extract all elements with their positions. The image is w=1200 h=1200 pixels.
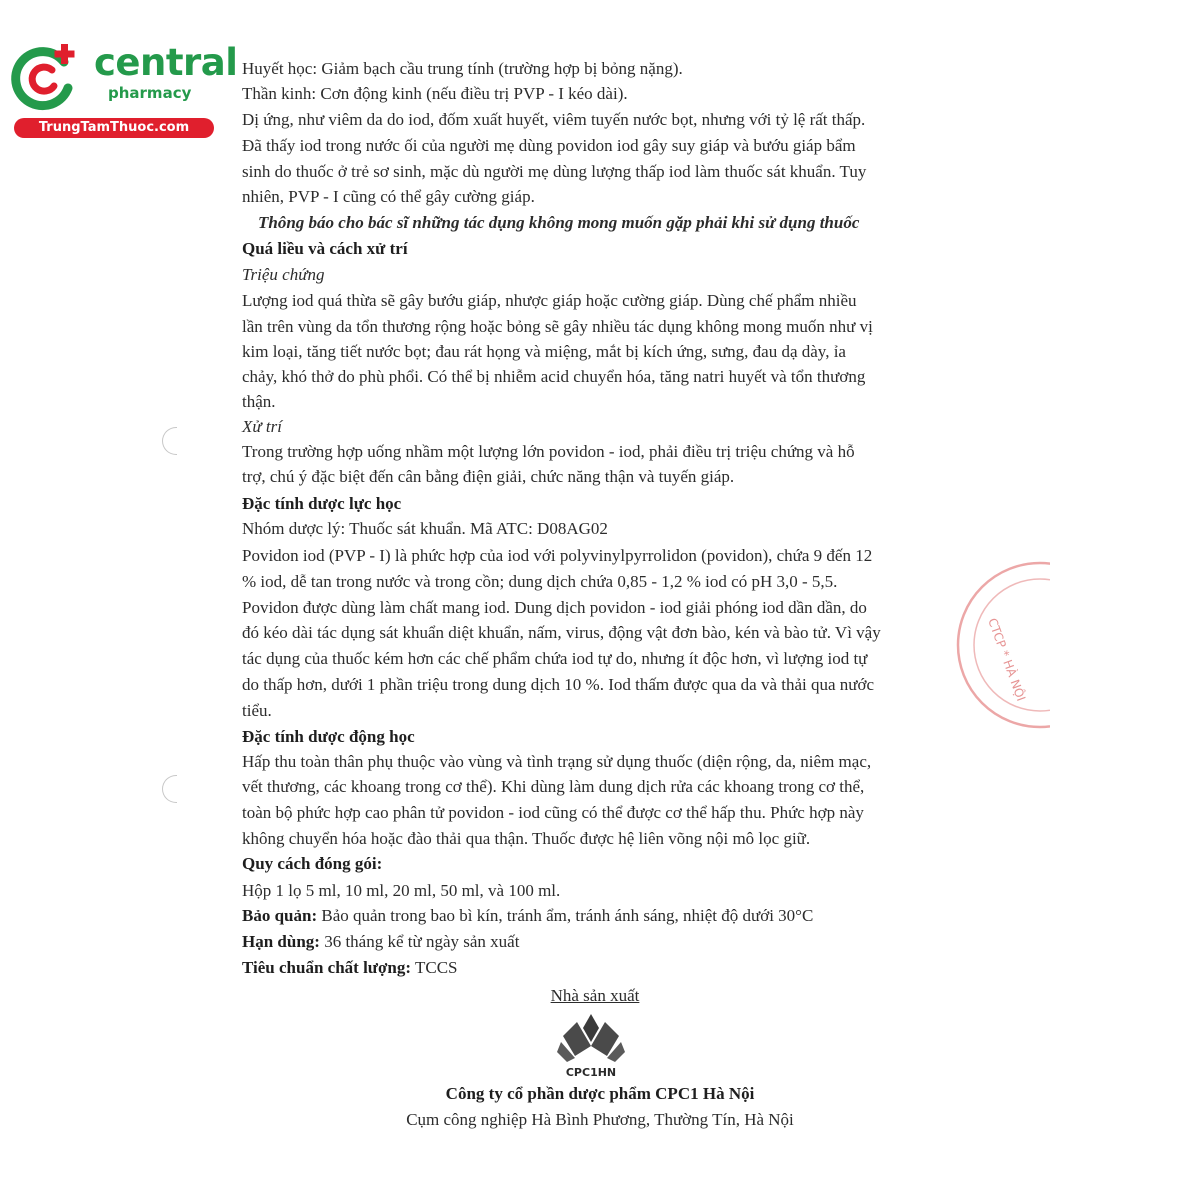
storage-row (242, 905, 813, 927)
symptoms-line: chảy, khó thở do phù phổi. Có thể bị nhiễm acid chuyển hóa, tăng natri huyết và tổn thương (242, 367, 866, 386)
quality-label: Tiêu chuẩn chất lượng: (242, 958, 412, 977)
pharmacokinetics-line: vết thương, các khoang trong cơ thể). Khi dùng làm dung dịch rửa các khoang trong cơ thể, (242, 777, 865, 796)
storage-text: Bảo quản trong bao bì kín, tránh ẩm, tránh ánh sáng, nhiệt độ dưới 30°C (317, 906, 814, 925)
adverse-notice: Thông báo cho bác sĩ những tác dụng không mong muốn gặp phải khi sử dụng thuốc (258, 213, 860, 232)
manufacturer-address: Cụm công nghiệp Hà Bình Phương, Thường Tín, Hà Nội (406, 1110, 794, 1129)
cpc1hn-logo-text: CPC1HN (565, 1066, 617, 1079)
pharmacokinetics-line: Hấp thu toàn thân phụ thuộc vào vùng và tình trạng sử dụng thuốc (diện rộng, da, niêm mạc, (242, 752, 872, 771)
adverse-paragraph-line: Đã thấy iod trong nước ối của người mẹ dùng povidon iod gây suy giáp và bướu giáp bẩm (242, 136, 856, 155)
pharmacodynamics-line: tiểu. (242, 701, 272, 720)
adverse-paragraph-line: sinh do thuốc ở trẻ sơ sinh, mặc dù người mẹ dùng lượng thấp iod làm thuốc sát khuẩn. Tuy (242, 162, 867, 181)
company-stamp-icon (930, 560, 1050, 730)
treatment-label: Xử trí (242, 417, 282, 436)
manufacturer-label: Nhà sản xuất (550, 986, 640, 1005)
brand-website-link[interactable]: TrungTamThuoc.com (14, 118, 214, 138)
adverse-allergy: Dị ứng, như viêm da do iod, đốm xuất huyết, viêm tuyến nước bọt, nhưng với tỷ lệ rất thấp. (242, 110, 866, 129)
manufacturer-company: Công ty cổ phần dược phẩm CPC1 Hà Nội (445, 1084, 755, 1103)
pharmacodynamics-heading: Đặc tính dược lực học (242, 494, 402, 513)
pharmacodynamics-line: Povidon iod (PVP - I) là phức hợp của iod với polyvinylpyrrolidon (povidon), chứa 9 đến 12 (242, 546, 873, 565)
pharmacodynamics-line: đó kéo dài tác dụng sát khuẩn diệt khuẩn, nấm, virus, động vật đơn bào, kén và bào tử. Vì vậy (242, 623, 881, 642)
cpc1hn-logo-icon (555, 1012, 627, 1080)
overdose-heading: Quá liều và cách xử trí (242, 239, 408, 258)
treatment-line: trợ, chú ý đặc biệt đến cân bằng điện giải, chức năng thận và tuyến giáp. (242, 467, 735, 486)
quality-row (242, 957, 458, 979)
symptoms-label: Triệu chứng (242, 265, 325, 284)
pharmacodynamics-line: tác dụng của thuốc kém hơn các chế phẩm chứa iod tự do, nhưng ít độc hơn, vì lượng iod tự (242, 649, 868, 668)
packaging-heading: Quy cách đóng gói: (242, 854, 383, 873)
symptoms-line: kim loại, tăng tiết nước bọt; đau rát họng và miệng, mắt bị kích ứng, sưng, đau dạ dày, ỉa (242, 342, 846, 361)
brand-subtitle: pharmacy (108, 84, 192, 102)
pharmacokinetics-line: toàn bộ phức hợp cao phân tử povidon - iod cũng có thể được cơ thể hấp thu. Phức hợp này (242, 803, 864, 822)
adverse-hematology: Huyết học: Giảm bạch cầu trung tính (trường hợp bị bỏng nặng). (242, 59, 683, 78)
adverse-paragraph-line: nhiên, PVP - I cũng có thể gây cường giáp. (242, 187, 535, 206)
symptoms-line: lần trên vùng da tổn thương rộng hoặc bỏng sẽ gây nhiều tác dụng không mong muốn như vị (242, 317, 873, 336)
adverse-neurology: Thần kinh: Cơn động kinh (nếu điều trị PVP - I kéo dài). (242, 84, 628, 103)
expiry-text: 36 tháng kể từ ngày sản xuất (319, 932, 520, 951)
pharmacodynamics-line: Povidon được dùng làm chất mang iod. Dung dịch povidon - iod giải phóng iod dần dần, do (242, 598, 867, 617)
symptoms-line: Lượng iod quá thừa sẽ gây bướu giáp, nhược giáp hoặc cường giáp. Dùng chế phẩm nhiều (242, 291, 857, 310)
expiry-label: Hạn dùng: (242, 932, 320, 951)
pharmacodynamics-line: % iod, dễ tan trong nước và trong cồn; dung dịch chứa 0,85 - 1,2 % iod có pH 3,0 - 5,5. (242, 572, 838, 591)
pharmacokinetics-line: không chuyển hóa hoặc đào thải qua thận. Thuốc được hệ liên võng nội mô lọc giữ. (242, 829, 811, 848)
expiry-row (242, 931, 519, 953)
pharmacodynamics-line: do thấp hơn, dưới 1 phần triệu trong dung dịch 10 %. Iod thấm được qua da và thải qua nước (242, 675, 875, 694)
pharmacodynamics-line: Nhóm dược lý: Thuốc sát khuẩn. Mã ATC: D08AG02 (242, 519, 608, 538)
symptoms-line: thận. (242, 392, 276, 411)
pharmacokinetics-heading: Đặc tính dược động học (242, 727, 415, 746)
packaging-text: Hộp 1 lọ 5 ml, 10 ml, 20 ml, 50 ml, và 100 ml. (242, 881, 561, 900)
brand-name: central (94, 41, 238, 84)
storage-label: Bảo quản: (242, 906, 318, 925)
treatment-line: Trong trường hợp uống nhầm một lượng lớn povidon - iod, phải điều trị triệu chứng và hỗ (242, 442, 855, 461)
quality-text: TCCS (411, 958, 458, 977)
stamp-text: CTCP * HÀ NỘI (985, 616, 1029, 704)
